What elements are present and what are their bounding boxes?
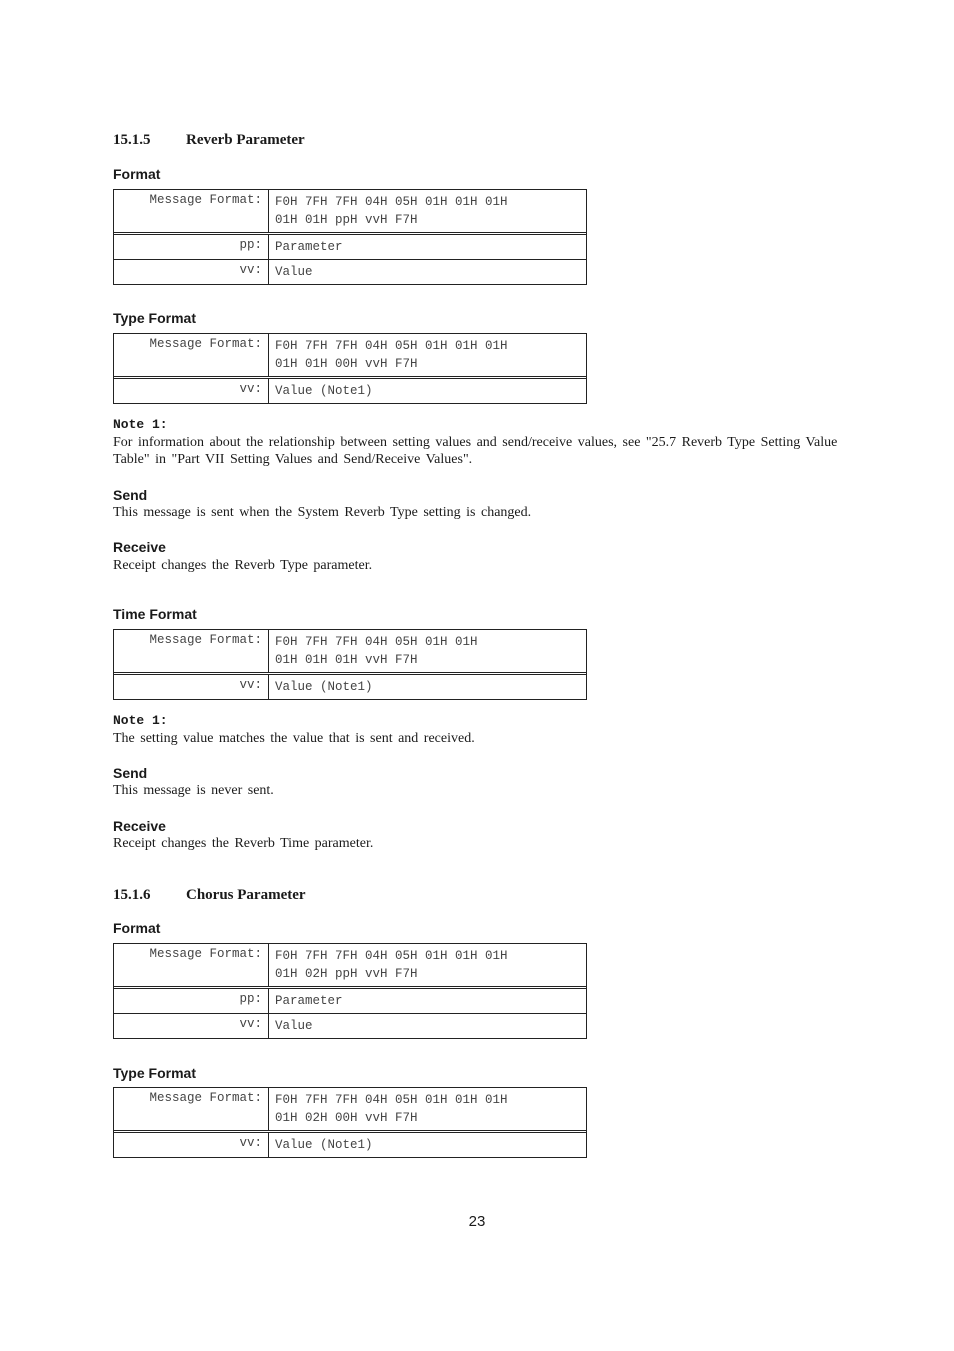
table-row bbox=[114, 1088, 586, 1130]
receive-heading: Receive bbox=[113, 539, 166, 555]
table-key: Message Format: bbox=[114, 944, 269, 986]
table-value: Parameter bbox=[275, 240, 343, 254]
message-line: F0H 7FH 7FH 04H 05H 01H 01H bbox=[275, 635, 478, 649]
table-key: Message Format: bbox=[114, 630, 269, 672]
table-value bbox=[269, 334, 586, 376]
table-row bbox=[114, 376, 586, 403]
section-heading-chorus bbox=[113, 887, 306, 904]
note-text: For information about the relationship between setting values and send/receive values, see "25.7 Reverb Type Setting Value Table" in "Part VII Setting Values and Send/Receive Values". bbox=[113, 435, 838, 467]
table-key: vv: bbox=[114, 675, 269, 699]
table-row bbox=[114, 334, 586, 376]
type-format-heading: Type Format bbox=[113, 1065, 196, 1081]
table-key: pp: bbox=[114, 989, 269, 1013]
table-row bbox=[114, 1013, 586, 1038]
receive-heading: Receive bbox=[113, 818, 166, 834]
message-line: 01H 01H 00H vvH F7H bbox=[275, 357, 418, 371]
table-value: Value (Note1) bbox=[275, 384, 373, 398]
section-number: 15.1.5 bbox=[113, 132, 151, 148]
send-heading: Send bbox=[113, 765, 148, 781]
reverb-format-table bbox=[113, 189, 587, 285]
table-key: vv: bbox=[114, 1133, 269, 1157]
message-line: F0H 7FH 7FH 04H 05H 01H 01H 01H bbox=[275, 195, 508, 209]
note-label: Note 1: bbox=[113, 713, 168, 728]
message-line: 01H 01H ppH vvH F7H bbox=[275, 213, 418, 227]
chorus-type-table bbox=[113, 1087, 587, 1158]
message-line: F0H 7FH 7FH 04H 05H 01H 01H 01H bbox=[275, 1093, 508, 1107]
reverb-type-table bbox=[113, 333, 587, 404]
table-row bbox=[114, 190, 586, 232]
message-line: 01H 02H ppH vvH F7H bbox=[275, 967, 418, 981]
send-text: This message is never sent. bbox=[113, 783, 274, 798]
table-value bbox=[269, 190, 586, 232]
section-heading-reverb bbox=[113, 132, 305, 149]
table-key: Message Format: bbox=[114, 334, 269, 376]
table-row bbox=[114, 259, 586, 284]
reverb-time-table bbox=[113, 629, 587, 700]
table-row bbox=[114, 1130, 586, 1157]
table-value: Value bbox=[275, 1019, 313, 1033]
type-format-heading: Type Format bbox=[113, 310, 196, 326]
table-key: vv: bbox=[114, 1014, 269, 1038]
table-value: Value (Note1) bbox=[275, 680, 373, 694]
table-row bbox=[114, 986, 586, 1013]
table-value bbox=[269, 944, 586, 986]
section-title: Chorus Parameter bbox=[186, 887, 306, 903]
section-title: Reverb Parameter bbox=[186, 132, 305, 148]
table-value bbox=[269, 1088, 586, 1130]
format-heading: Format bbox=[113, 920, 161, 936]
message-line: 01H 02H 00H vvH F7H bbox=[275, 1111, 418, 1125]
note-text: The setting value matches the value that is sent and received. bbox=[113, 731, 475, 746]
send-heading: Send bbox=[113, 487, 148, 503]
table-key: vv: bbox=[114, 260, 269, 284]
table-value: Value bbox=[275, 265, 313, 279]
note-label: Note 1: bbox=[113, 417, 168, 432]
table-value: Value (Note1) bbox=[275, 1138, 373, 1152]
table-row bbox=[114, 672, 586, 699]
message-line: F0H 7FH 7FH 04H 05H 01H 01H 01H bbox=[275, 949, 508, 963]
table-row bbox=[114, 232, 586, 259]
send-text: This message is sent when the System Reverb Type setting is changed. bbox=[113, 505, 532, 520]
message-line: 01H 01H 01H vvH F7H bbox=[275, 653, 418, 667]
table-row bbox=[114, 944, 586, 986]
table-key: Message Format: bbox=[114, 1088, 269, 1130]
table-key: pp: bbox=[114, 235, 269, 259]
section-number: 15.1.6 bbox=[113, 887, 151, 903]
format-heading: Format bbox=[113, 166, 161, 182]
message-line: F0H 7FH 7FH 04H 05H 01H 01H 01H bbox=[275, 339, 508, 353]
page-number: 23 bbox=[468, 1213, 486, 1230]
chorus-format-table bbox=[113, 943, 587, 1039]
table-key: vv: bbox=[114, 379, 269, 403]
table-value: Parameter bbox=[275, 994, 343, 1008]
table-value bbox=[269, 630, 586, 672]
time-format-heading: Time Format bbox=[113, 606, 197, 622]
table-key: Message Format: bbox=[114, 190, 269, 232]
table-row bbox=[114, 630, 586, 672]
receive-text: Receipt changes the Reverb Time parameter. bbox=[113, 836, 374, 851]
receive-text: Receipt changes the Reverb Type parameter. bbox=[113, 558, 373, 573]
